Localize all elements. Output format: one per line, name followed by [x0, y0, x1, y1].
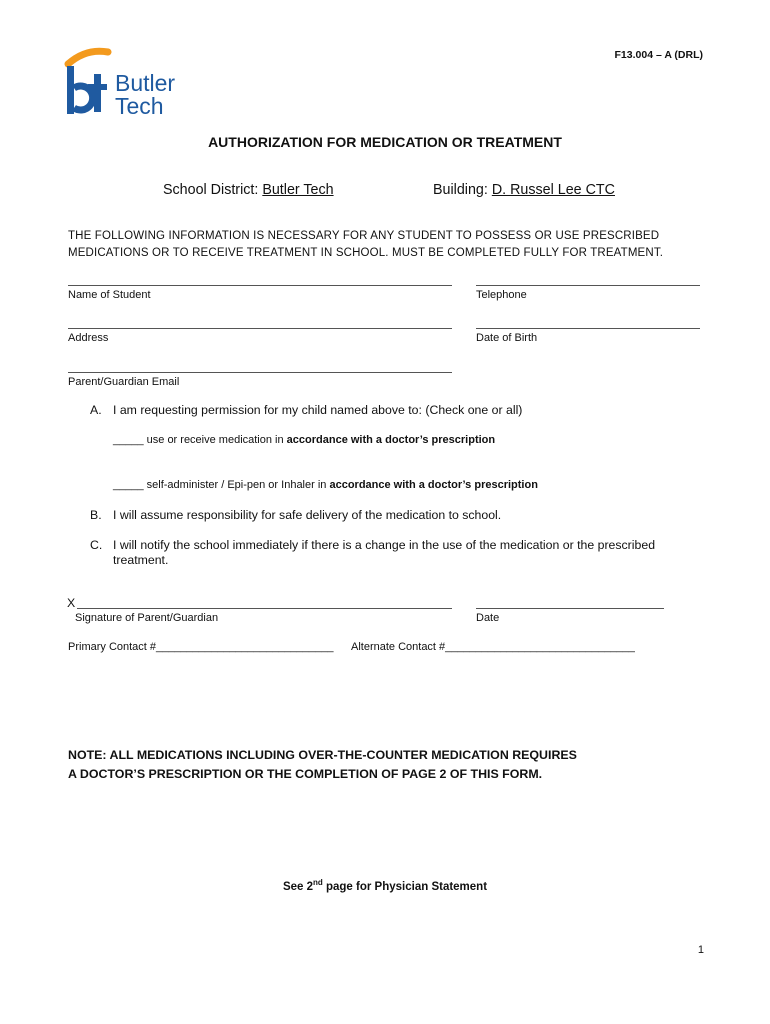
item-c-marker: C. [90, 538, 103, 552]
note-line-1: NOTE: ALL MEDICATIONS INCLUDING OVER-THE-COUNTER MEDICATION REQUIRES [68, 748, 577, 762]
logo-line-1: Butler [115, 70, 176, 96]
student-name-label: Name of Student [68, 289, 151, 301]
guardian-email-line[interactable] [68, 372, 452, 373]
district-label: School District: [163, 182, 263, 198]
building [433, 182, 615, 198]
see-page-2-note [0, 878, 770, 893]
option-1-text: use or receive medication in [143, 434, 287, 446]
option-2-checkbox-blank[interactable]: _____ [113, 479, 144, 491]
school-district [163, 182, 334, 198]
note-text [68, 746, 577, 784]
option-2-bold: accordance with a doctor’s prescription [329, 479, 538, 491]
option-prescription-use [113, 434, 495, 446]
form-code: F13.004 – A (DRL) [614, 49, 703, 61]
signature-label: Signature of Parent/Guardian [75, 612, 219, 624]
item-c-text-line-1: I will notify the school immediately if there is a change in the use of the medication or the prescribed [113, 538, 656, 552]
butler-tech-logo [64, 46, 194, 120]
see-suffix: page for Physician Statement [322, 880, 488, 893]
date-label: Date [476, 612, 500, 624]
address-label: Address [68, 332, 109, 344]
see-sup: nd [313, 878, 323, 887]
date-line[interactable] [476, 608, 664, 609]
logo-line-2: Tech [115, 93, 164, 119]
item-a-text: I am requesting permission for my child named above to: (Check one or all) [113, 403, 523, 417]
item-b-text: I will assume responsibility for safe delivery of the medication to school. [113, 508, 502, 522]
option-1-bold: accordance with a doctor’s prescription [286, 434, 496, 446]
page-number: 1 [697, 944, 704, 956]
alternate-contact-field[interactable]: Alternate Contact #_______________________________ [351, 641, 635, 653]
primary-contact-field[interactable]: Primary Contact #_____________________________ [68, 641, 334, 653]
signature-x-mark: X [67, 596, 76, 610]
dob-line[interactable] [476, 328, 700, 329]
intro-text: THE FOLLOWING INFORMATION IS NECESSARY FOR ANY STUDENT TO POSSESS OR USE PRESCRIBED MEDICATIONS OR TO RECEIVE TREATMENT IN SCHOOL. MUST BE COMPLETED FULLY FOR TREATMENT. [68, 230, 664, 259]
telephone-label: Telephone [476, 289, 527, 301]
signature-line[interactable] [77, 608, 452, 609]
form-title: AUTHORIZATION FOR MEDICATION OR TREATMENT [208, 134, 562, 150]
option-self-administer [113, 479, 538, 491]
bt-logo-mark-icon [64, 46, 114, 120]
district-value: Butler Tech [262, 182, 334, 198]
guardian-email-label: Parent/Guardian Email [68, 376, 180, 388]
telephone-line[interactable] [476, 285, 700, 286]
student-name-line[interactable] [68, 285, 452, 286]
item-a-marker: A. [90, 403, 102, 417]
option-1-checkbox-blank[interactable]: _____ [113, 434, 144, 446]
address-line[interactable] [68, 328, 452, 329]
building-label: Building: [433, 182, 492, 198]
building-value: D. Russel Lee CTC [491, 182, 615, 198]
dob-label: Date of Birth [476, 332, 538, 344]
see-prefix: See 2 [282, 880, 314, 893]
note-line-2: A DOCTOR’S PRESCRIPTION OR THE COMPLETION OF PAGE 2 OF THIS FORM. [68, 767, 543, 781]
item-b-marker: B. [90, 508, 102, 522]
option-2-text: self-administer / Epi-pen or Inhaler in [143, 479, 330, 491]
item-c-text-line-2: treatment. [113, 553, 169, 567]
